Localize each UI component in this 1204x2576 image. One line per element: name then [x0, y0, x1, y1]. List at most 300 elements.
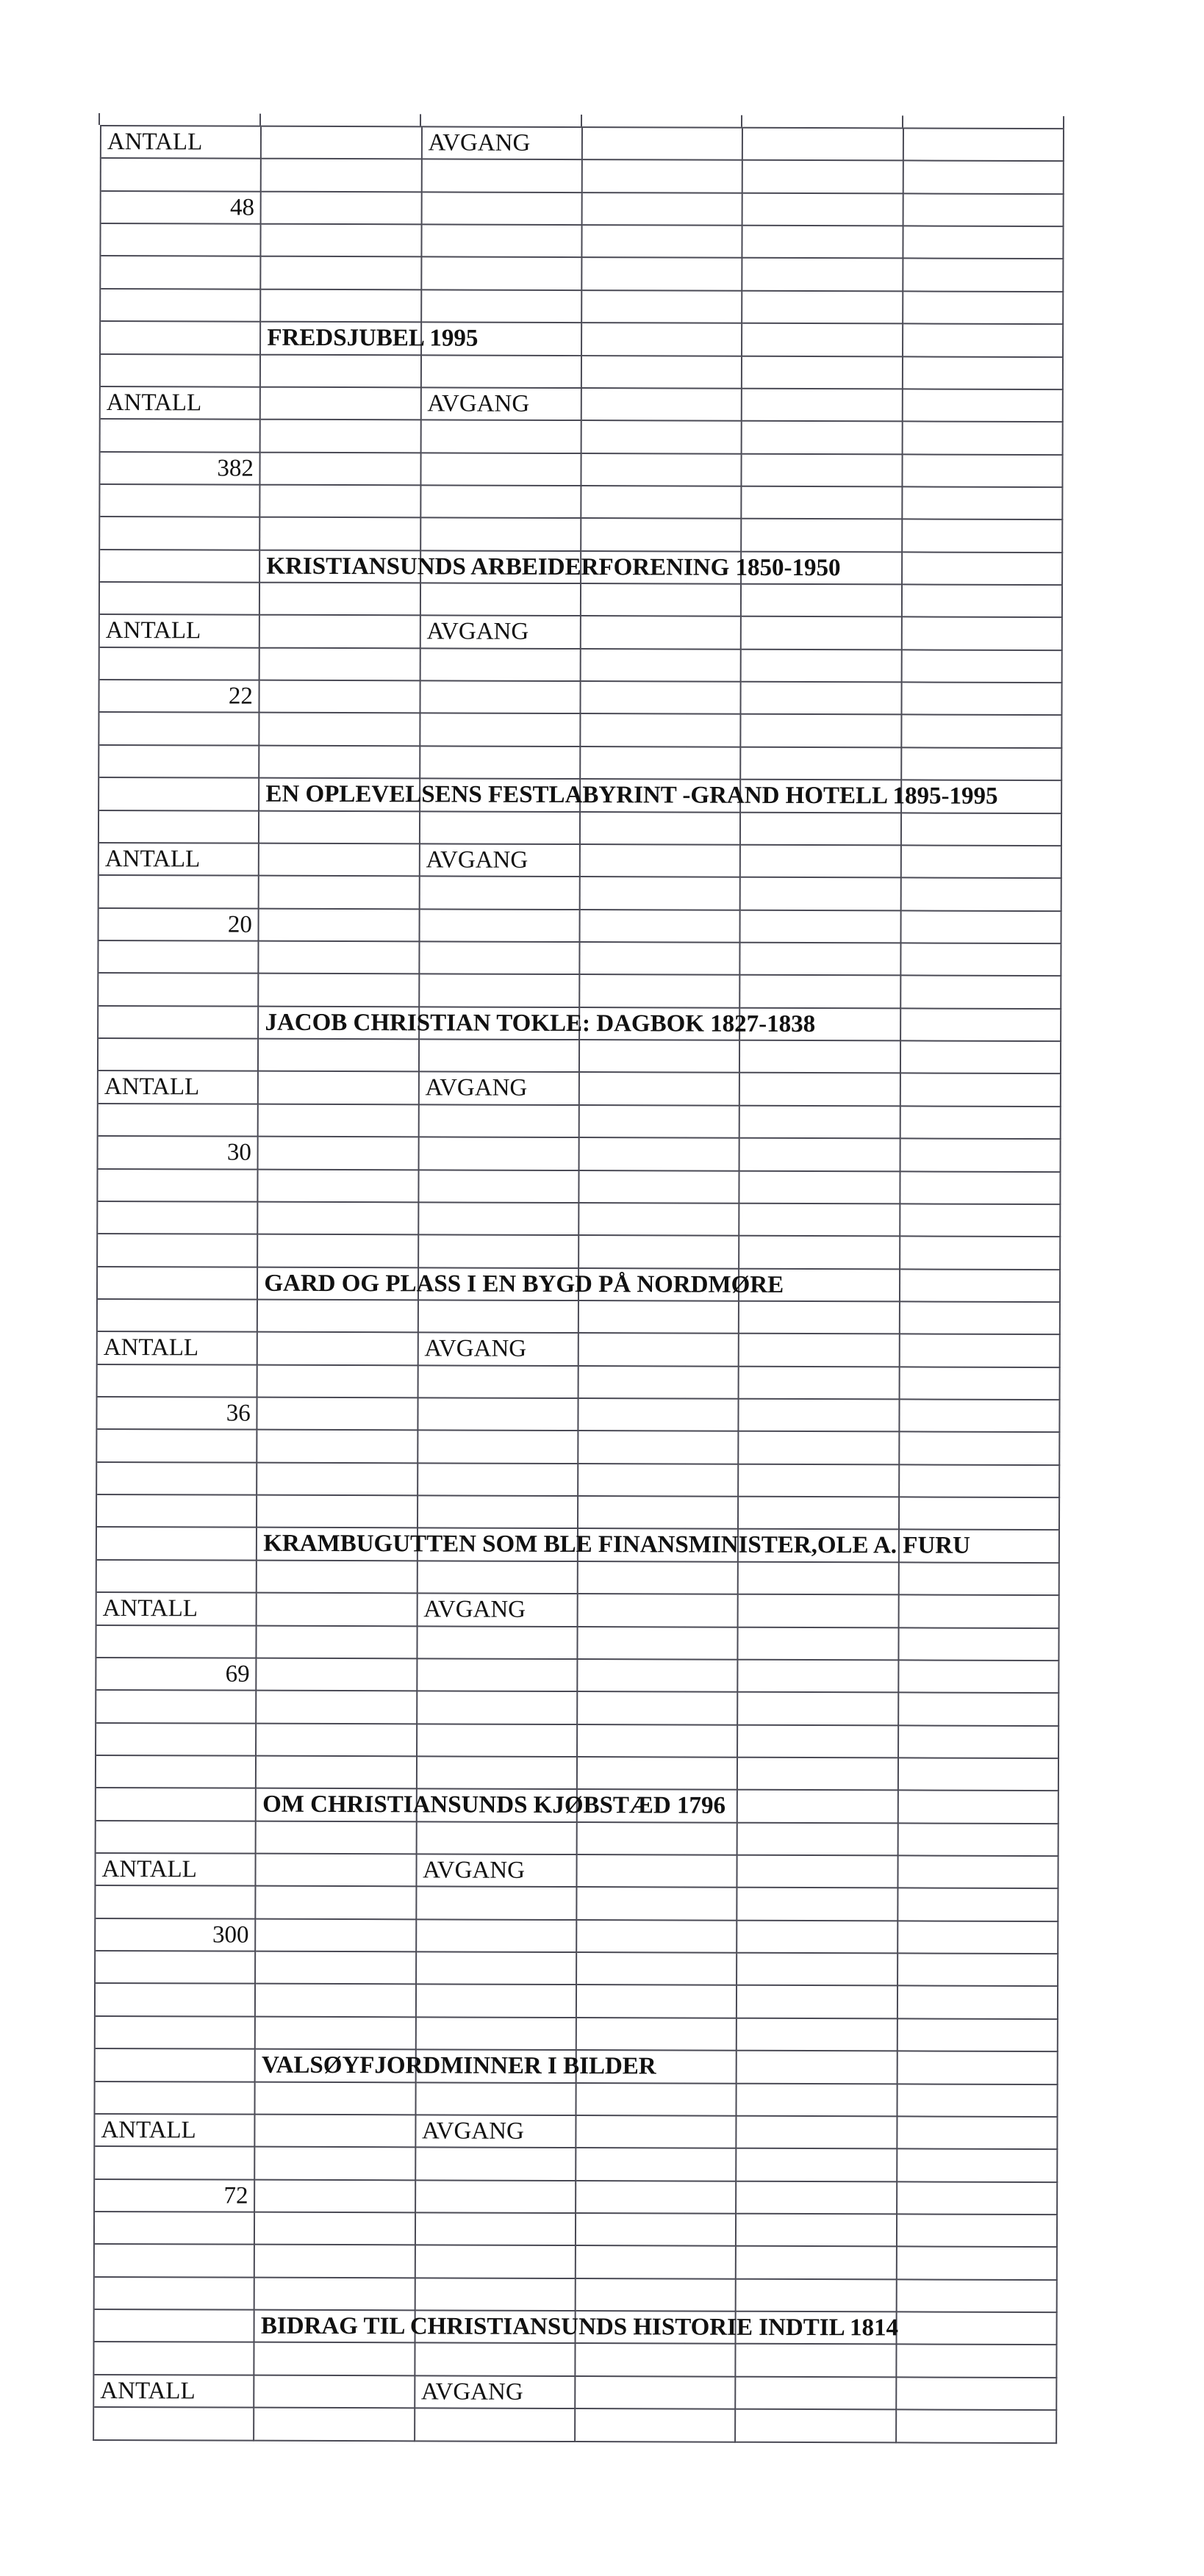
book-title: JACOB CHRISTIAN TOKLE: DAGBOK 1827-1838 — [265, 1009, 816, 1037]
table-cell — [420, 1040, 580, 1073]
table-cell — [739, 1237, 900, 1270]
table-cell — [899, 1694, 1059, 1727]
table-cell — [255, 2343, 415, 2376]
table-cell — [900, 1270, 1061, 1303]
blank-row — [96, 1984, 1058, 2019]
table-cell — [96, 1788, 257, 1821]
table-cell — [257, 1594, 418, 1627]
table-cell — [901, 911, 1061, 944]
table-cell — [578, 1562, 739, 1595]
table-cell — [580, 1073, 740, 1106]
antall-label: ANTALL — [100, 2377, 196, 2405]
table-cell — [899, 1726, 1059, 1759]
table-cell — [95, 2245, 255, 2278]
table-cell — [741, 943, 901, 976]
count-row — [99, 680, 1062, 716]
table-cell — [98, 1169, 258, 1202]
avgang-label: AVGANG — [427, 390, 530, 417]
header-row — [101, 126, 1064, 162]
table-cell — [903, 389, 1063, 422]
table-cell — [901, 1009, 1061, 1042]
table-cell — [581, 813, 741, 846]
table-cell — [897, 2117, 1058, 2150]
blank-row — [95, 2245, 1058, 2280]
table-cell — [900, 1400, 1060, 1433]
blank-row — [99, 713, 1062, 748]
table-cell — [259, 779, 998, 812]
blank-row — [99, 811, 1062, 846]
table-cell — [416, 2083, 576, 2116]
book-title: FREDSJUBEL 1995 — [267, 324, 479, 352]
table-cell — [420, 844, 580, 877]
table-cell — [98, 1104, 259, 1137]
table-cell — [95, 2147, 255, 2180]
blank-row — [96, 1951, 1058, 1987]
header-row — [96, 1854, 1058, 1889]
table-cell — [739, 1464, 899, 1497]
table-cell — [96, 2017, 256, 2050]
table-cell — [417, 1920, 577, 1953]
blank-row — [95, 2278, 1058, 2313]
table-cell — [578, 1757, 738, 1791]
table-cell — [580, 910, 740, 943]
table-cell — [100, 453, 260, 486]
table-cell — [415, 2278, 576, 2311]
table-cell — [101, 159, 262, 192]
count-row — [98, 1137, 1061, 1172]
header-row — [98, 1071, 1061, 1107]
table-cell — [898, 1889, 1058, 1922]
table-cell — [581, 682, 741, 715]
antall-label: ANTALL — [104, 1073, 200, 1101]
table-cell — [583, 193, 743, 226]
table-cell — [257, 1691, 417, 1724]
table-cell — [257, 1789, 726, 1822]
table-cell — [98, 1039, 259, 1072]
table-cell — [420, 616, 581, 650]
table-cell — [576, 2344, 736, 2377]
table-cell — [743, 129, 903, 162]
count-value: 382 — [217, 455, 254, 482]
table-cell — [742, 650, 902, 683]
table-cell — [900, 1172, 1061, 1205]
table-cell — [903, 259, 1064, 292]
table-cell — [738, 1856, 898, 1889]
blank-row — [98, 1365, 1061, 1400]
title-row — [96, 1788, 1059, 1824]
table-cell — [581, 486, 742, 519]
title-row — [98, 1267, 1061, 1303]
table-cell — [257, 1626, 418, 1659]
avgang-label: AVGANG — [426, 846, 528, 874]
table-cell — [261, 486, 421, 519]
table-cell — [99, 876, 259, 909]
blank-row — [96, 1821, 1059, 1857]
table-cell — [422, 160, 582, 193]
table-cell — [737, 2019, 897, 2052]
table-cell — [900, 1433, 1060, 1466]
table-cell — [421, 519, 581, 552]
table-cell — [579, 1301, 739, 1334]
table-cell — [417, 1952, 577, 1985]
table-cell — [415, 2246, 576, 2279]
table-cell — [418, 1431, 578, 1464]
table-cell — [99, 909, 259, 942]
blank-row — [101, 224, 1064, 259]
table-cell — [900, 1107, 1061, 1140]
table-cell — [576, 2084, 737, 2117]
table-cell — [738, 1791, 898, 1824]
table-cell — [578, 1725, 738, 1758]
table-cell — [903, 455, 1063, 488]
table-cell — [261, 289, 421, 323]
avgang-label: AVGANG — [424, 1335, 527, 1363]
table-cell — [96, 1626, 257, 1659]
table-cell — [96, 1886, 256, 1919]
table-cell — [737, 2084, 897, 2117]
table-cell — [100, 583, 260, 616]
table-cell — [738, 1758, 898, 1791]
table-cell — [98, 1202, 258, 1235]
table-cell — [580, 1138, 740, 1171]
table-cell — [101, 355, 261, 388]
table-cell — [576, 2377, 736, 2410]
avgang-label: AVGANG — [422, 2118, 524, 2145]
table-cell — [899, 1628, 1059, 1661]
table-cell — [95, 2115, 255, 2148]
table-cell — [898, 1987, 1058, 2020]
table-cell — [899, 1661, 1059, 1694]
table-cell — [100, 517, 260, 550]
blank-row — [96, 1724, 1059, 1759]
table-cell — [256, 2082, 416, 2115]
table-cell — [255, 2180, 415, 2213]
table-cell — [418, 1300, 578, 1334]
table-cell — [99, 778, 259, 811]
table-cell — [900, 1074, 1061, 1107]
table-cell — [739, 1400, 900, 1433]
table-cell — [420, 812, 581, 845]
table-cell — [257, 1724, 417, 1757]
count-row — [95, 2180, 1058, 2215]
table-cell — [581, 747, 741, 780]
table-cell — [418, 1627, 578, 1660]
table-cell — [742, 356, 903, 389]
ledger-grid — [93, 125, 1064, 2444]
table-cell — [254, 2408, 415, 2442]
table-cell — [416, 2213, 576, 2246]
table-cell — [582, 259, 742, 292]
table-cell — [258, 1333, 418, 1366]
table-cell — [260, 648, 420, 681]
table-cell — [742, 519, 902, 553]
table-cell — [99, 713, 259, 746]
table-cell — [737, 2215, 897, 2248]
header-row — [99, 843, 1062, 879]
table-cell — [741, 976, 901, 1009]
table-cell — [736, 2410, 896, 2443]
table-cell — [578, 1497, 739, 1530]
table-cell — [96, 1951, 256, 1985]
table-cell — [420, 975, 580, 1008]
table-cell — [900, 1237, 1061, 1270]
table-cell — [97, 1561, 257, 1594]
blank-row — [96, 1886, 1058, 1921]
table-cell — [260, 583, 420, 616]
table-cell — [260, 713, 420, 746]
table-cell — [742, 715, 902, 748]
table-cell — [903, 325, 1064, 358]
table-cell — [737, 2051, 897, 2084]
table-cell — [97, 1463, 257, 1496]
table-cell — [255, 2311, 899, 2344]
table-cell — [101, 256, 261, 289]
table-cell — [260, 550, 841, 583]
count-value: 48 — [229, 194, 255, 221]
table-cell — [576, 2409, 736, 2442]
table-cell — [742, 683, 902, 716]
table-cell — [255, 2375, 415, 2408]
table-cell — [257, 1757, 417, 1790]
table-cell — [94, 2342, 254, 2375]
table-cell — [259, 1007, 816, 1040]
table-cell — [581, 845, 741, 878]
table-cell — [742, 585, 902, 618]
blank-row — [98, 1039, 1061, 1074]
table-cell — [261, 323, 479, 356]
table-cell — [903, 162, 1064, 195]
table-cell — [901, 976, 1061, 1010]
table-cell — [100, 615, 260, 648]
table-cell — [898, 1921, 1058, 1954]
table-cell — [100, 485, 260, 518]
count-value: 69 — [225, 1661, 250, 1688]
table-cell — [259, 1203, 419, 1236]
header-row — [98, 1332, 1061, 1367]
blank-row — [101, 256, 1064, 292]
table-cell — [95, 2310, 255, 2343]
table-cell — [583, 128, 743, 161]
table-cell — [417, 1822, 577, 1855]
table-cell — [900, 1498, 1060, 1531]
count-row — [100, 453, 1063, 488]
table-cell — [902, 650, 1062, 683]
count-value: 22 — [228, 683, 253, 710]
table-cell — [258, 1398, 418, 1431]
antall-label: ANTALL — [101, 1856, 197, 1883]
table-cell — [262, 159, 422, 193]
table-cell — [418, 1366, 578, 1399]
table-cell — [101, 289, 261, 323]
title-row — [97, 1528, 1060, 1563]
table-cell — [418, 1659, 578, 1692]
table-cell — [418, 1398, 578, 1431]
blank-row — [98, 941, 1061, 976]
table-cell — [256, 1952, 416, 1985]
table-cell — [583, 160, 743, 193]
table-cell — [581, 877, 741, 910]
table-cell — [897, 2378, 1057, 2411]
table-cell — [259, 1170, 419, 1203]
table-cell — [576, 2246, 737, 2279]
table-cell — [739, 1334, 900, 1367]
count-value: 20 — [227, 911, 252, 938]
table-cell — [897, 2248, 1057, 2281]
table-cell — [258, 1267, 784, 1300]
blank-row — [97, 1495, 1060, 1530]
table-cell — [578, 1692, 738, 1725]
table-cell — [421, 421, 581, 454]
table-cell — [419, 1236, 579, 1269]
blank-row — [101, 159, 1064, 194]
table-cell — [900, 1140, 1061, 1173]
table-cell — [420, 714, 581, 747]
table-cell — [97, 1397, 257, 1431]
table-cell — [261, 388, 421, 421]
table-cell — [95, 2278, 255, 2311]
table-cell — [255, 2278, 415, 2311]
table-cell — [581, 454, 742, 487]
title-row — [100, 550, 1063, 586]
table-cell — [578, 1660, 738, 1693]
table-cell — [740, 1204, 900, 1237]
table-cell — [578, 1627, 738, 1661]
blank-row — [98, 1300, 1061, 1335]
table-cell — [261, 420, 421, 453]
table-cell — [897, 2215, 1058, 2248]
table-cell — [739, 1595, 899, 1628]
ledger-sheet — [93, 125, 1064, 2457]
table-cell — [418, 1561, 578, 1594]
table-cell — [257, 1496, 418, 1529]
table-cell — [94, 2408, 254, 2441]
table-cell — [743, 259, 903, 292]
book-title: GARD OG PLASS I EN BYGD PÅ NORDMØRE — [264, 1270, 784, 1298]
table-cell — [259, 811, 420, 844]
table-cell — [742, 454, 903, 487]
table-cell — [101, 420, 261, 453]
book-title: KRISTIANSUNDS ARBEIDERFORENING 1850-1950 — [266, 553, 841, 581]
table-cell — [259, 1137, 419, 1170]
table-cell — [259, 844, 420, 877]
table-cell — [255, 2213, 415, 2246]
count-value: 30 — [226, 1139, 251, 1166]
table-cell — [419, 1138, 579, 1171]
table-cell — [579, 1171, 739, 1204]
table-cell — [577, 1953, 737, 1986]
table-cell — [900, 1335, 1060, 1368]
blank-row — [94, 2408, 1057, 2443]
blank-row — [101, 289, 1064, 325]
table-cell — [900, 1367, 1060, 1400]
table-cell — [902, 813, 1062, 846]
header-row — [101, 387, 1064, 422]
avgang-label: AVGANG — [426, 618, 529, 646]
table-cell — [98, 1267, 258, 1300]
table-cell — [96, 1756, 257, 1789]
table-cell — [259, 1072, 419, 1105]
blank-row — [100, 648, 1063, 683]
table-cell — [257, 1463, 418, 1496]
table-cell — [97, 1528, 257, 1561]
table-cell — [422, 225, 582, 258]
table-cell — [900, 1302, 1060, 1335]
table-cell — [419, 1105, 579, 1138]
table-cell — [742, 422, 903, 455]
table-cell — [421, 486, 581, 519]
table-cell — [262, 127, 422, 160]
blank-row — [98, 1234, 1061, 1270]
book-title: VALSØYFJORDMINNER I BILDER — [261, 2051, 656, 2080]
table-cell — [739, 1661, 899, 1694]
table-cell — [901, 1041, 1061, 1074]
table-cell — [421, 453, 581, 486]
table-cell — [739, 1302, 900, 1335]
table-cell — [576, 2279, 737, 2312]
book-title: KRAMBUGUTTEN SOM BLE FINANSMINISTER,OLE A. FURU — [263, 1530, 971, 1560]
table-cell — [741, 813, 901, 846]
antall-label: ANTALL — [106, 389, 202, 417]
book-title: BIDRAG TIL CHRISTIANSUNDS HISTORIE INDTIL 1814 — [260, 2312, 899, 2342]
table-cell — [258, 1300, 418, 1334]
table-cell — [577, 1986, 737, 2019]
table-cell — [902, 683, 1062, 716]
blank-row — [94, 2342, 1057, 2378]
table-cell — [256, 2050, 656, 2083]
book-title: OM CHRISTIANSUNDS KJØBSTÆD 1796 — [262, 1791, 726, 1820]
table-cell — [742, 487, 903, 520]
table-cell — [580, 1106, 740, 1139]
count-value: 36 — [226, 1400, 251, 1427]
table-cell — [260, 746, 420, 780]
table-cell — [259, 942, 420, 975]
table-cell — [256, 1985, 416, 2018]
table-cell — [738, 1823, 898, 1856]
table-cell — [897, 2312, 1057, 2345]
table-cell — [742, 389, 903, 422]
table-cell — [738, 1725, 898, 1758]
table-cell — [98, 1071, 259, 1104]
blank-row — [99, 876, 1062, 911]
blank-row — [96, 1626, 1059, 1661]
table-cell — [259, 909, 420, 942]
table-cell — [899, 1596, 1059, 1629]
table-cell — [417, 1888, 577, 1921]
table-cell — [262, 192, 422, 225]
table-cell — [96, 1691, 257, 1724]
table-cell — [418, 1334, 578, 1367]
table-cell — [420, 649, 581, 682]
table-cell — [581, 715, 741, 748]
table-cell — [98, 1365, 258, 1398]
table-cell — [738, 1693, 898, 1726]
table-cell — [256, 2018, 416, 2051]
table-cell — [737, 2378, 897, 2411]
count-row — [101, 192, 1064, 227]
antall-label: ANTALL — [102, 1595, 198, 1622]
table-cell — [579, 1367, 739, 1400]
table-cell — [419, 1170, 579, 1204]
table-cell — [94, 2375, 254, 2408]
count-row — [96, 1919, 1058, 1954]
table-cell — [742, 324, 903, 357]
table-cell — [898, 1856, 1058, 1889]
table-cell — [576, 2148, 737, 2181]
table-cell — [96, 2049, 256, 2082]
table-cell — [581, 616, 742, 650]
table-cell — [257, 1659, 418, 1692]
table-cell — [95, 2082, 255, 2115]
